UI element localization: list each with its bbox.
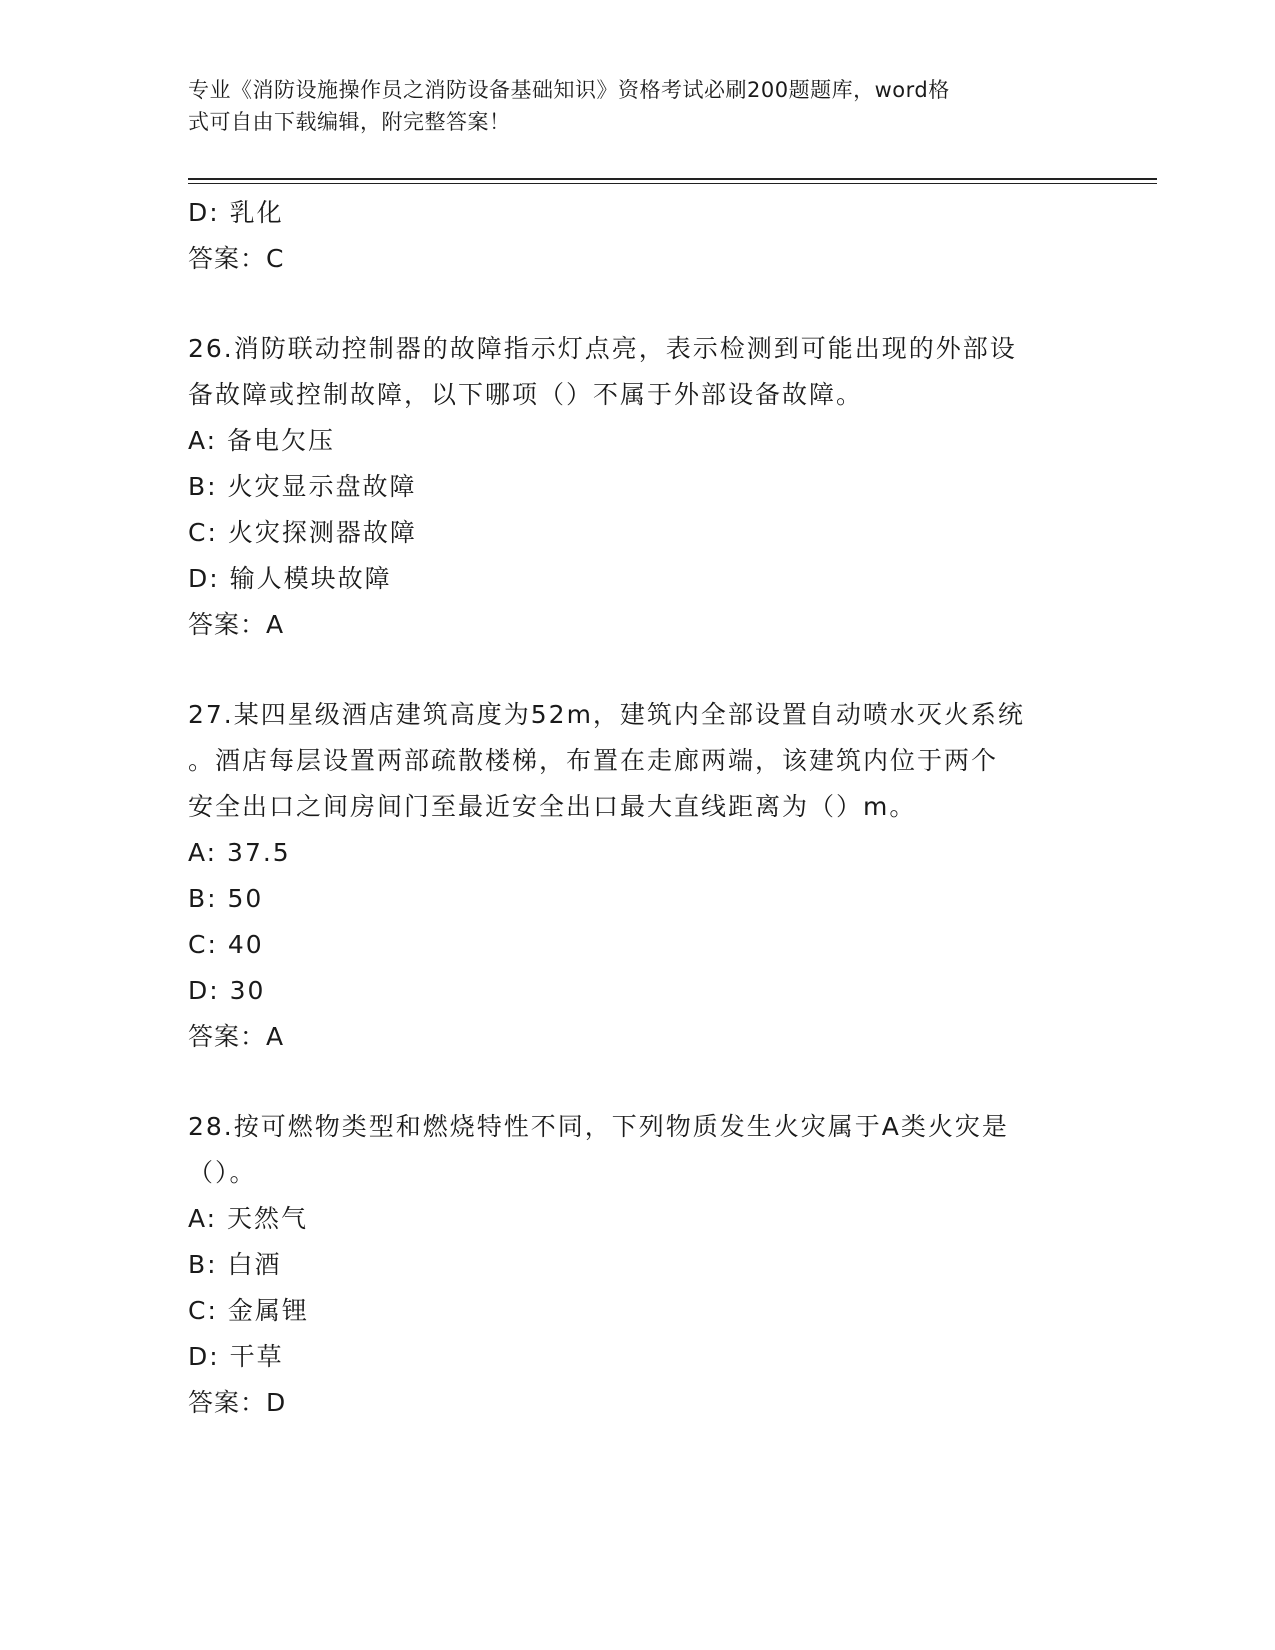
header-divider-thick xyxy=(188,178,1157,180)
option-c: C: 金属锂 xyxy=(188,1296,309,1325)
answer-line: 答案：A xyxy=(188,1022,285,1051)
answer-line: 答案：A xyxy=(188,610,285,639)
option-d: D: 乳化 xyxy=(188,198,284,227)
question-28 xyxy=(188,1104,1088,1426)
header-line-2: 式可自由下载编辑，附完整答案！ xyxy=(188,110,511,134)
option-d: D: 干草 xyxy=(188,1342,284,1371)
question-text-line-3: 安全出口之间房间门至最近安全出口最大直线距离为（）m。 xyxy=(188,792,917,821)
question-26 xyxy=(188,326,1088,648)
header-divider-thin xyxy=(188,183,1157,184)
option-c: C: 40 xyxy=(188,930,264,959)
question-25-tail xyxy=(188,190,1088,282)
question-text-line-1: 27.某四星级酒店建筑高度为52m，建筑内全部设置自动喷水灭火系统 xyxy=(188,700,1025,729)
option-d: D: 30 xyxy=(188,976,266,1005)
option-a: A: 天然气 xyxy=(188,1204,309,1233)
document-header xyxy=(188,74,1068,138)
option-d: D: 输人模块故障 xyxy=(188,564,392,593)
option-b: B: 50 xyxy=(188,884,264,913)
option-c: C: 火灾探测器故障 xyxy=(188,518,417,547)
header-line-1: 专业《消防设施操作员之消防设备基础知识》资格考试必刷200题题库，word格 xyxy=(188,78,950,102)
option-a: A: 备电欠压 xyxy=(188,426,336,455)
question-text-line-2: （）。 xyxy=(188,1158,257,1187)
question-text-line-1: 28.按可燃物类型和燃烧特性不同，下列物质发生火灾属于A类火灾是 xyxy=(188,1112,1009,1141)
answer-line: 答案：C xyxy=(188,244,285,273)
option-b: B: 白酒 xyxy=(188,1250,282,1279)
answer-line: 答案：D xyxy=(188,1388,287,1417)
option-a: A: 37.5 xyxy=(188,838,291,867)
option-b: B: 火灾显示盘故障 xyxy=(188,472,417,501)
question-text-line-2: 备故障或控制故障，以下哪项（）不属于外部设备故障。 xyxy=(188,380,864,409)
question-27 xyxy=(188,692,1088,1060)
question-list xyxy=(188,190,1088,1426)
question-text-line-2: 。酒店每层设置两部疏散楼梯，布置在走廊两端，该建筑内位于两个 xyxy=(188,746,999,775)
question-text-line-1: 26.消防联动控制器的故障指示灯点亮，表示检测到可能出现的外部设 xyxy=(188,334,1017,363)
